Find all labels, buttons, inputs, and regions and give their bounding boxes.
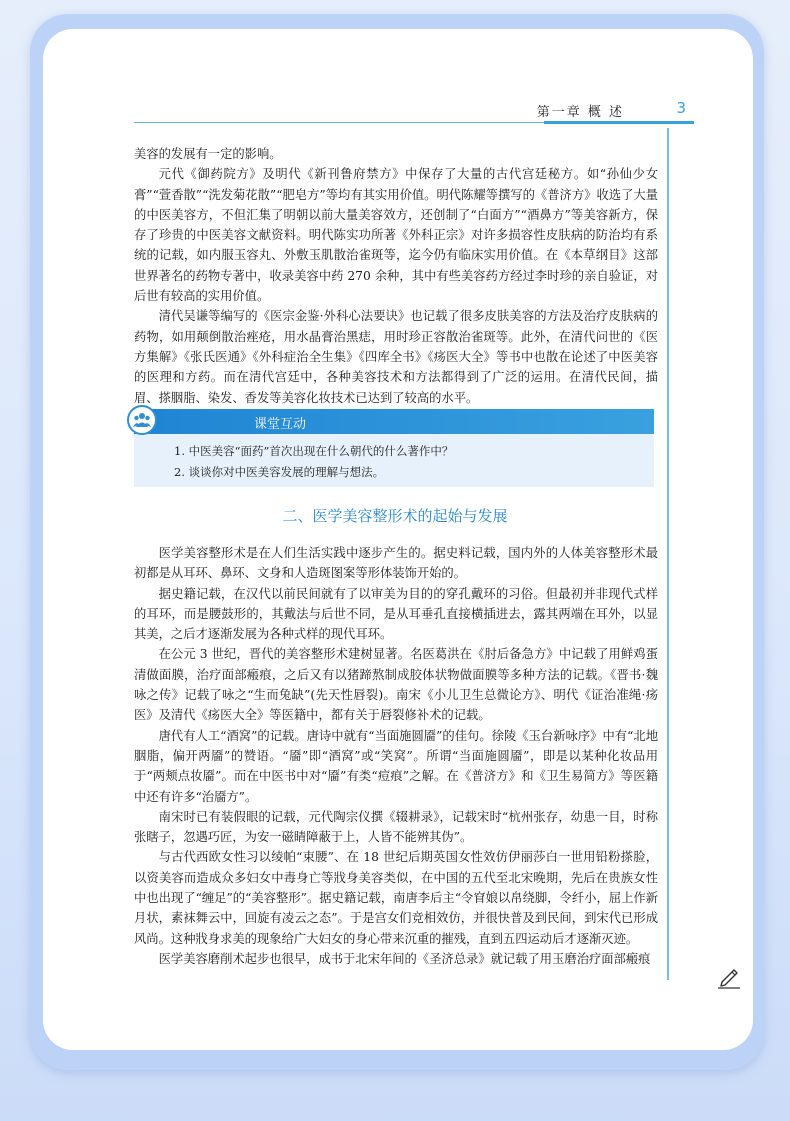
question-item: 1. 中医美容“面药”首次出现在什么朝代的什么著作中？ (174, 444, 454, 458)
paragraph: 南宋时已有装假眼的记载，元代陶宗仪撰《辍耕录》，记载宋时“杭州张存，幼患一目，时称张瞎子，忽遇巧匠，为安一磁睛障蔽于上，人皆不能辨其伪”。 (134, 809, 658, 845)
activity-header (134, 409, 654, 434)
paragraph: 医学美容整形术是在人们生活实践中逐步产生的。据史料记载，国内外的人体美容整形术最初都是从耳环、鼻环、文身和人造斑图案等形体装饰开始的。 (134, 546, 658, 581)
page-number: 3 (676, 99, 686, 117)
group-icon (127, 405, 157, 435)
paragraph: 医学美容磨削术起步也很早，成书于北宋年间的《圣济总录》就记载了用玉磨治疗面部瘢痕 (158, 951, 651, 966)
chapter-title: 第一章 概 述 (536, 105, 624, 120)
activity-title: 课堂互动 (254, 417, 307, 432)
page-header (134, 98, 694, 128)
paragraph: 在公元 3 世纪，晋代的美容整形术建树显著。名医葛洪在《肘后备急方》中记载了用鲜鸡蛋清做面膜，治疗面部瘢痕，之后又有以猪蹄熬制成胶体状物做面膜等多种方法的记载。《晋书·魏咏之传》记载了咏之“生而兔缺”(先天性唇裂)。南宋《小儿卫生总微论方》、明代《证治准绳·疡医》及清代《疡医大全》等医籍中，都有关于唇裂修补术的记载。 (134, 647, 658, 723)
paragraph: 据史籍记载，在汉代以前民间就有了以审美为目的的穿孔戴环的习俗。但最初并非现代式样的耳环，而是腰鼓形的，其戴法与后世不同，是从耳垂孔直接横插进去，露其两端在耳外，以显其美，之后才逐渐发展为各种式样的现代耳环。 (134, 586, 658, 642)
paragraph: 美容的发展有一定的影响。 (134, 147, 282, 161)
paragraph: 元代《御药院方》及明代《新刊鲁府禁方》中保存了大量的古代宫廷秘方。如“孙仙少女膏”“萱香散”“洗发菊花散”“肥皂方”等均有其实用价值。明代陈耀等撰写的《普济方》收选了大量的中医美容方，不但汇集了明朝以前大量美容效方，还创制了“白面方”“酒鼻方”等美容新方，保存了珍贵的中医美容文献资料。明代陈实功所著《外科正宗》对许多损容性皮肤病的防治均有系统的记载，如内服玉容丸、外敷玉肌散治雀斑等，迄今仍有临床实用价值。在《本草纲目》这部世界著名的药物专著中，收录美容中药 270 余种，其中有些美容药方经过李时珍的亲自验证，对后世有较高的实用价值。 (134, 167, 658, 304)
pencil-icon (716, 966, 742, 994)
paragraph: 与古代西欧女性习以绫帕“束腰”、在 18 世纪后期英国女性效仿伊丽莎白一世用铅粉搽脸，以资美容而造成众多妇女中毒身亡等戕身美容类似，在中国的五代至北宋晚期，先后在贵族女性中也出现了“缠足”的“美容整形”。据史籍记载，南唐李后主“令窅娘以帛绕脚，令纤小，屈上作新月状，素袜舞云中，回旋有凌云之态”。于是宫女们竞相效仿，并很快普及到民间，到宋代已形成风尚。这种戕身求美的现象给广大妇女的身心带来沉重的摧残，直到五四运动后才逐渐灭迹。 (134, 850, 658, 946)
section-heading: 二、医学美容整形术的起始与发展 (282, 507, 508, 525)
question-item: 2. 谈谈你对中医美容发展的理解与想法。 (174, 465, 385, 479)
header-accent-bar (544, 121, 694, 124)
intro-text (134, 144, 658, 408)
section-body (134, 543, 658, 969)
paragraph: 清代吴谦等编写的《医宗金鉴·外科心法要诀》也记载了很多皮肤美容的方法及治疗皮肤病的药物，如用颠倒散治痤疮，用水晶膏治黑痣，用时珍正容散治雀斑等。此外，在清代问世的《医方集解》《张氏医通》《外科症治全生集》《四库全书》《疡医大全》等书中也散在论述了中医美容的医理和方药。而在清代宫廷中，各种美容技术和方法都得到了广泛的运用。在清代民间，描眉、搽胭脂、染发、香发等美容化妆技术已达到了较高的水平。 (134, 309, 658, 405)
paragraph: 唐代有人工“酒窝”的记载。唐诗中就有“当面施圆靥”的佳句。徐陵《玉台新咏序》中有“北地胭脂，偏开两靥”的赞语。“靥”即“酒窝”或“笑窝”。所谓“当面施圆靥”，即是以某种化妆品用于“两颊点妆靥”。而在中医书中对“靥”有类“痘痕”之解。在《普济方》和《卫生易简方》等医籍中还有许多“治靥方”。 (134, 728, 658, 804)
margin-rule (667, 128, 669, 980)
question-list (174, 441, 453, 483)
classroom-activity-box (134, 409, 654, 487)
